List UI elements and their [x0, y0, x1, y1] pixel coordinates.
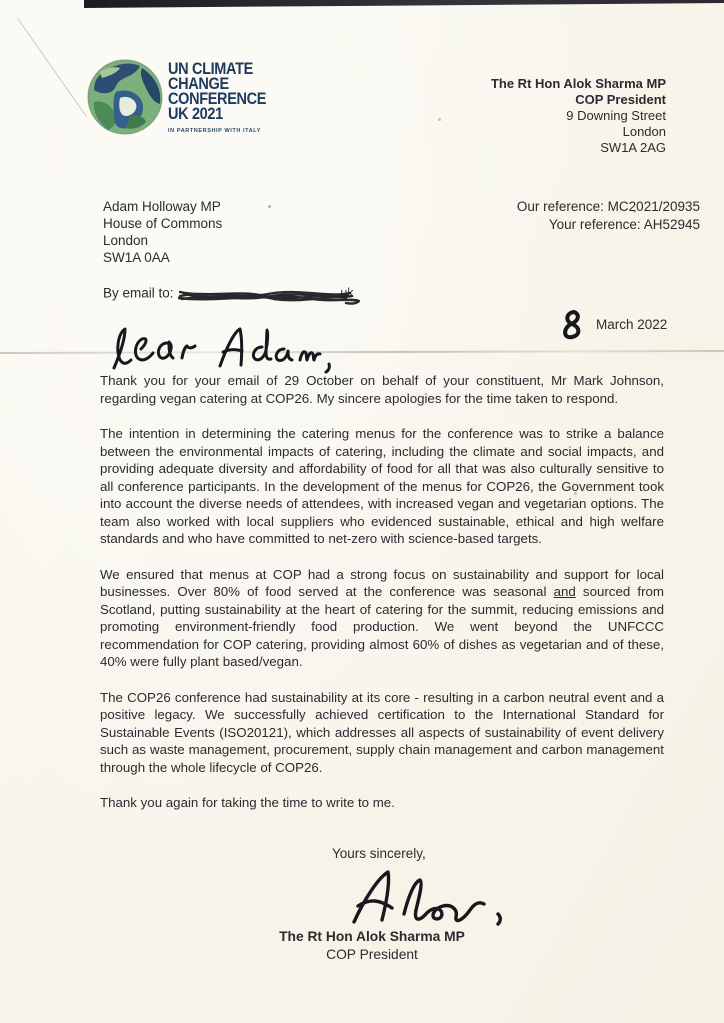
paragraph-3-text: We ensured that menus at COP had a strong focus on sustainability and support for local businesses. Over 80% of food served at the conference was seasonal: [100, 566, 664, 599]
paragraph-2: The intention in determining the catering menus for the conference was to strike a balance between the environmental impacts of catering, including the climate and social impacts, and providing adequate diversity and affordability of food for all that was also culturally sensitive to all conference participants. In the development of the menus for COP26, the Government took into account the diverse needs of attendees, with increased vegan and vegetarian options. The team also worked with local suppliers who evidenced sustainable, ethical and high welfare standards and who have committed to net-zero with science-based targets.: [100, 426, 664, 546]
redacted-email-fragment: uk: [340, 286, 354, 300]
letter-body: [100, 372, 664, 830]
sender-title: COP President: [575, 92, 666, 107]
email-label: By email to:: [103, 285, 174, 301]
sender-address-line: SW1A 2AG: [600, 140, 666, 155]
valediction: Yours sincerely,: [332, 846, 426, 861]
logo-line: UK 2021: [168, 105, 223, 123]
logo-partnership-text: IN PARTNERSHIP WITH ITALY: [168, 128, 262, 134]
date-line: [560, 308, 668, 347]
handwritten-day: [560, 308, 586, 342]
paragraph-3-underlined-word: and: [553, 584, 576, 599]
sender-name: The Rt Hon Alok Sharma MP: [490, 76, 666, 91]
logo-line: CHANGE: [168, 75, 229, 93]
paragraph-3-text: sourced from Scotland, putting sustainability at the heart of catering for the summit, reducing emissions and promoting environment-friendly food production. We went beyond the UNFCCC recommendation for COP catering, providing almost 60% of dishes as vegetarian and of these, 40% were fully plant based/vegan.: [100, 584, 664, 669]
sender-address-line: London: [622, 124, 666, 139]
sender-address-block: [491, 76, 666, 156]
signatory-title: COP President: [326, 947, 418, 962]
logo-line: UN CLIMATE: [168, 60, 253, 78]
email-delivery-line: [103, 284, 360, 304]
date-month-year: March 2022: [596, 317, 668, 332]
handwritten-salutation: [104, 322, 334, 374]
scan-speck: [438, 118, 441, 121]
logo-line: CONFERENCE: [168, 90, 267, 108]
scan-speck: [268, 205, 271, 208]
your-reference: Your reference: AH52945: [548, 217, 700, 232]
un-climate-globe-logo: [86, 58, 164, 136]
paragraph-1: Thank you for your email of 29 October on behalf of your constituent, Mr Mark Johnson, regarding vegan catering at COP26. My sincere apologies for the time taken to respond.: [100, 373, 664, 406]
paragraph-5: Thank you again for taking the time to write to me.: [100, 795, 395, 810]
recipient-line: Adam Holloway MP: [103, 199, 221, 214]
signatory-name: The Rt Hon Alok Sharma MP: [279, 929, 465, 944]
our-reference: Our reference: MC2021/20935: [516, 199, 700, 214]
paper-crease-diagonal: [17, 18, 87, 117]
redacted-email-scribble: [178, 284, 360, 304]
scan-edge-artifact: [84, 0, 724, 8]
paragraph-4: The COP26 conference had sustainability at its core - resulting in a carbon neutral event and a positive legacy. We successfully achieved certification to the International Standard for Sustainable Events (ISO20121), which addresses all aspects of sustainability of event delivery such as waste management, procurement, supply chain management and carbon management through the whole lifecycle of COP26.: [100, 689, 664, 775]
handwritten-signature: [346, 866, 516, 928]
conference-logo-wordmark: [168, 62, 280, 134]
reference-block: [517, 198, 700, 234]
recipient-line: SW1A 0AA: [103, 250, 170, 265]
recipient-line: London: [103, 233, 149, 248]
recipient-address-block: [103, 198, 222, 266]
recipient-line: House of Commons: [103, 216, 223, 231]
paragraph-3: [100, 566, 664, 671]
signatory-block: [279, 928, 465, 964]
sender-address-line: 9 Downing Street: [566, 108, 666, 123]
